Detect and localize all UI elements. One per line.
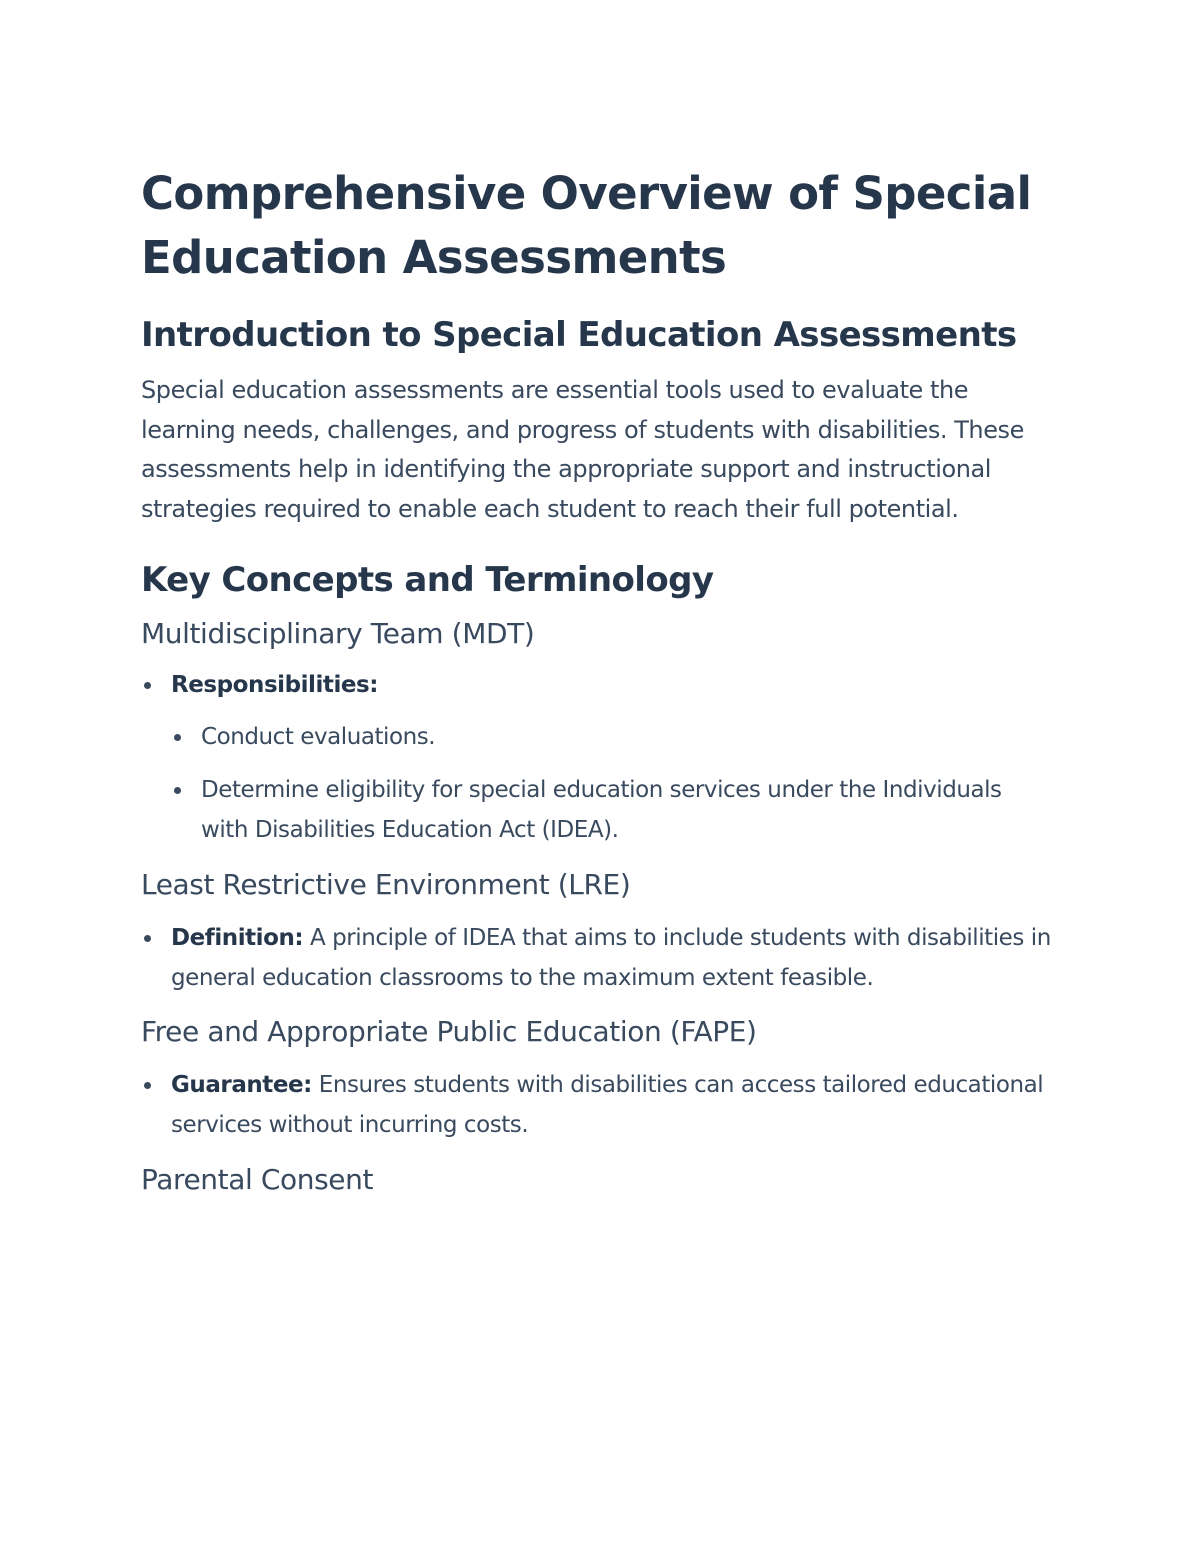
intro-paragraph: Special education assessments are essential tools used to evaluate the learning needs, challenges, and progress of students with disabilities. These assessments help in identifying the appropriate support and instructional strategies required to enable each student to reach their full potential.: [141, 376, 1024, 523]
list-item-text: Conduct evaluations.: [201, 724, 436, 751]
list-item: [171, 770, 1051, 850]
mdt-list: [141, 665, 1051, 850]
bullet-icon: [174, 734, 181, 741]
fape-heading: Free and Appropriate Public Education (FAPE): [141, 1015, 757, 1049]
key-concepts-heading: Key Concepts and Terminology: [141, 560, 714, 601]
list-item: [171, 717, 1051, 757]
bullet-icon: [144, 1082, 151, 1089]
responsibilities-label: Responsibilities:: [171, 672, 379, 699]
definition-text: A principle of IDEA that aims to include students with disabilities in general education classrooms to the maximum extent feasible.: [171, 925, 1051, 992]
lre-heading: Least Restrictive Environment (LRE): [141, 868, 631, 902]
document-title: Comprehensive Overview of Special Education Assessments: [141, 167, 1032, 284]
guarantee-text: Ensures students with disabilities can access tailored educational services without incurring costs.: [171, 1072, 1044, 1139]
mdt-heading: Multidisciplinary Team (MDT): [141, 617, 535, 651]
list-item-text: Determine eligibility for special education services under the Individuals with Disabilities Education Act (IDEA).: [201, 777, 1002, 844]
definition-label: Definition:: [171, 925, 304, 952]
responsibilities-list: [171, 717, 1051, 850]
parental-consent-heading: Parental Consent: [141, 1163, 374, 1197]
list-item: [141, 918, 1051, 998]
bullet-icon: [144, 682, 151, 689]
fape-list: [141, 1065, 1051, 1145]
bullet-icon: [174, 787, 181, 794]
guarantee-label: Guarantee:: [171, 1072, 312, 1099]
intro-heading: Introduction to Special Education Assessments: [141, 315, 1017, 355]
lre-list: [141, 918, 1051, 998]
bullet-icon: [144, 935, 151, 942]
list-item: [141, 665, 1051, 850]
document-page: [141, 162, 1051, 1200]
list-item: [141, 1065, 1051, 1145]
